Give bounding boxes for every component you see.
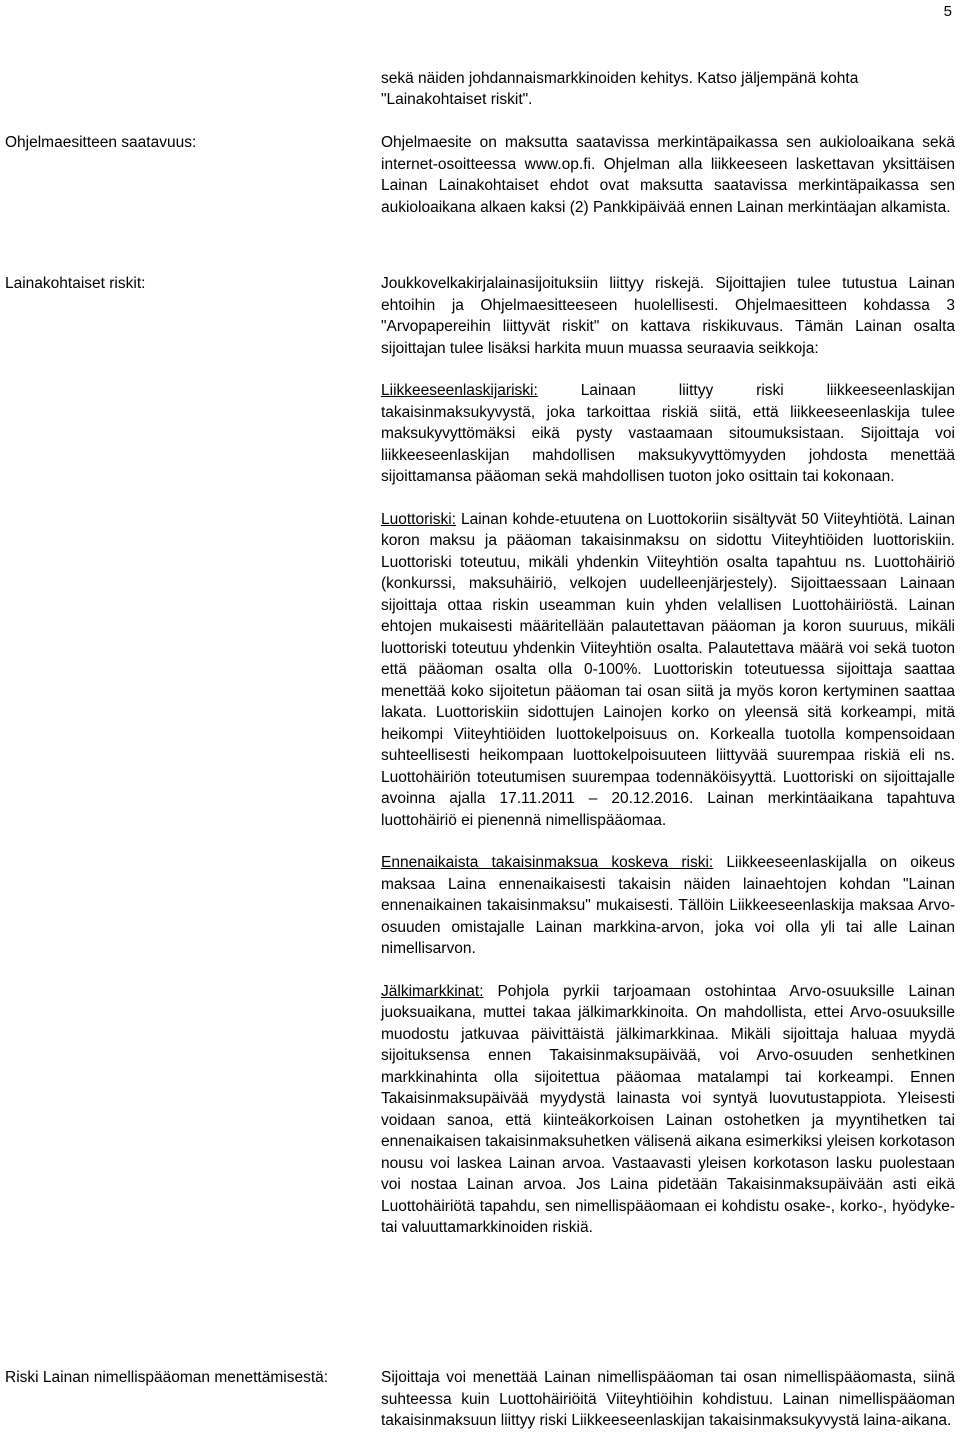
risks-label: Lainakohtaiset riskit: [5, 275, 146, 292]
capital-loss-label: Riski Lainan nimellispääoman menettämisestä: [5, 1369, 329, 1386]
availability-text: Ohjelmaesite on maksutta saatavissa merkintäpaikassa sen aukioloaikana sekä internet-osoitteessa www.op.fi. Ohjelman alla liikkeeseen laskettavan yksittäisen Lainan Lainakohtaiset ehdot ovat maksutta saatavissa merkintäpaikassa sen aukioloaikana alkaen kaksi (2) Pankkipäivää ennen Lainan merkintäajan alkamista. [381, 134, 955, 216]
early-redemption-text: Liikkeeseenlaskijalla on oikeus maksaa Laina ennenaikaisesti takaisin näiden lainaehtojen kohdan "Lainan ennenaikainen takaisinmaksu" mukaisesti. Tällöin Liikkeeseenlaskija maksaa Arvo-osuuden omistajalle Lainan markkina-arvon, joka voi olla yli tai alle Lainan nimellisarvon. [381, 854, 955, 957]
credit-risk-text: Lainan kohde-etuutena on Luottokoriin sisältyvät 50 Viiteyhtiötä. Lainan koron maksu ja pääoman takaisinmaksu on sidottu Viiteyhtiöiden luottoriskiin. Luottoriski toteutuu, mikäli yhdenkin Viiteyhtiön osalta tapahtuu ns. Luottohäiriö (konkurssi, maksuhäiriö, velkojen uudelleenjärjestely). Sijoittaessaan Lainaan sijoittaja ottaa riskin useamman kuin yhden velallisen Luottohäiriöstä. Lainan ehtojen mukaisesti määritellään palautettavan pääoman ja koron suuruus, mikäli luottoriski toteutuu yhdenkin Viiteyhtiön osalta. Palautettava määrä voi sekä tuoton että pääoman osalta olla 0-100%. Luottoriskin toteutuessa sijoittaja saattaa menettää koko sijoitetun pääoman tai osan siitä ja myös koron kertyminen saattaa lakata. Luottoriskiin sidottujen Lainojen korko on yleensä sitä korkeampi, mitä heikompi Viiteyhtiöiden luottokelpoisuus on. Korkealla tuotolla kompensoidaan suhteellisesti heikompaan luottokelpoisuuteen liittyvää suurempaa riskiä eli ns. Luottohäiriön toteutumisen suurempaa todennäköisyyttä. Luottoriski on sijoittajalle avoinna ajalla 17.11.2011 – 20.12.2016. Lainan merkintäaikana tapahtuva luottohäiriö ei pienennä nimellispääomaa. [381, 510, 955, 829]
secondary-market-text: Pohjola pyrkii tarjoamaan ostohintaa Arvo-osuuksille Lainan juoksuaikana, muttei takaa jälkimarkkinoita. On mahdollista, ettei Arvo-osuuksille muodostu jatkuvaa päivittäistä jälkimarkkinaa. Mikäli sijoittaja haluaa myydä sijoituksensa ennen Takaisinmaksupäivää, voi Arvo-osuuden senhetkinen markkinahinta olla sijoitettua pääomaa matalampi tai korkeampi. Ennen Takaisinmaksupäivää myydystä lainasta voi syntyä luovutustappiota. Yleisesti voidaan sanoa, että kiinteäkorkoisen Lainan ostohetken ja myyntihetken tai ennenaikaisen takaisinmaksuhetken välisenä aikana esimerkiksi yleisen korkotason nousu voi laskea Lainan arvoa. Vastaavasti yleisen korkotason lasku puolestaan voi nostaa Lainan arvoa. Jos Laina pidetään Takaisinmaksupäivään asti eikä Luottohäiriötä tapahdu, sen nimellispääomaan ei kohdistu osake-, korko-, hyödyke- tai valuuttamarkkinoiden riskiä. [381, 982, 955, 1236]
credit-risk-paragraph [381, 509, 955, 832]
secondary-market-heading: Jälkimarkkinat: [381, 982, 484, 1000]
risks-content [381, 273, 955, 1239]
risks-intro: Joukkovelkakirjalainasijoituksiin liittyy riskejä. Sijoittajien tulee tutustua Lainan ehtoihin ja Ohjelmaesitteeseen huolellisesti. Ohjelmaesitteen kohdassa 3 "Arvopapereihin liittyvät riskit" on kattava riskikuvaus. Tämän Lainan osalta sijoittajan tulee lisäksi harkita muun muassa seuraavia seikkoja: [381, 275, 955, 357]
early-redemption-heading: Ennenaikaista takaisinmaksua koskeva riski: [381, 854, 714, 871]
secondary-market-paragraph [381, 981, 955, 1239]
credit-risk-heading: Luottoriski: [381, 510, 456, 528]
issuer-risk-paragraph [381, 380, 955, 488]
issuer-risk-text: Lainaan liittyy riski liikkeeseenlaskijan takaisinmaksukyvystä, joka tarkoittaa riskiä siitä, että liikkeeseenlaskija tulee maksukyvyttömäksi eikä pysty vastaamaan sitoumuksistaan. Sijoittaja voi liikkeeseenlaskijan mahdollisen maksukyvyttömyyden johdosta menettää sijoittamansa pääoman sekä mahdollisen tuoton joko osittain tai kokonaan. [381, 382, 955, 485]
intro-paragraph: sekä näiden johdannaismarkkinoiden kehitys. Katso jäljempänä kohta "Lainakohtaiset riskit". [381, 70, 859, 108]
early-redemption-paragraph [381, 852, 955, 960]
availability-label: Ohjelmaesitteen saatavuus: [5, 134, 197, 151]
capital-loss-content [381, 1367, 955, 1432]
page-number: 5 [943, 3, 952, 20]
availability-content [381, 132, 955, 218]
issuer-risk-heading: Liikkeeseenlaskijariski: [381, 382, 538, 399]
capital-loss-text: Sijoittaja voi menettää Lainan nimellispääoman tai osan nimellispääomasta, siinä suhteessa kuin Luottohäiriöitä Viiteyhtiöihin kohdistuu. Lainan nimellispääoman takaisinmaksuun liittyy riski Liikkeeseenlaskijan takaisinmaksukyvystä laina-aikana. [381, 1369, 955, 1429]
